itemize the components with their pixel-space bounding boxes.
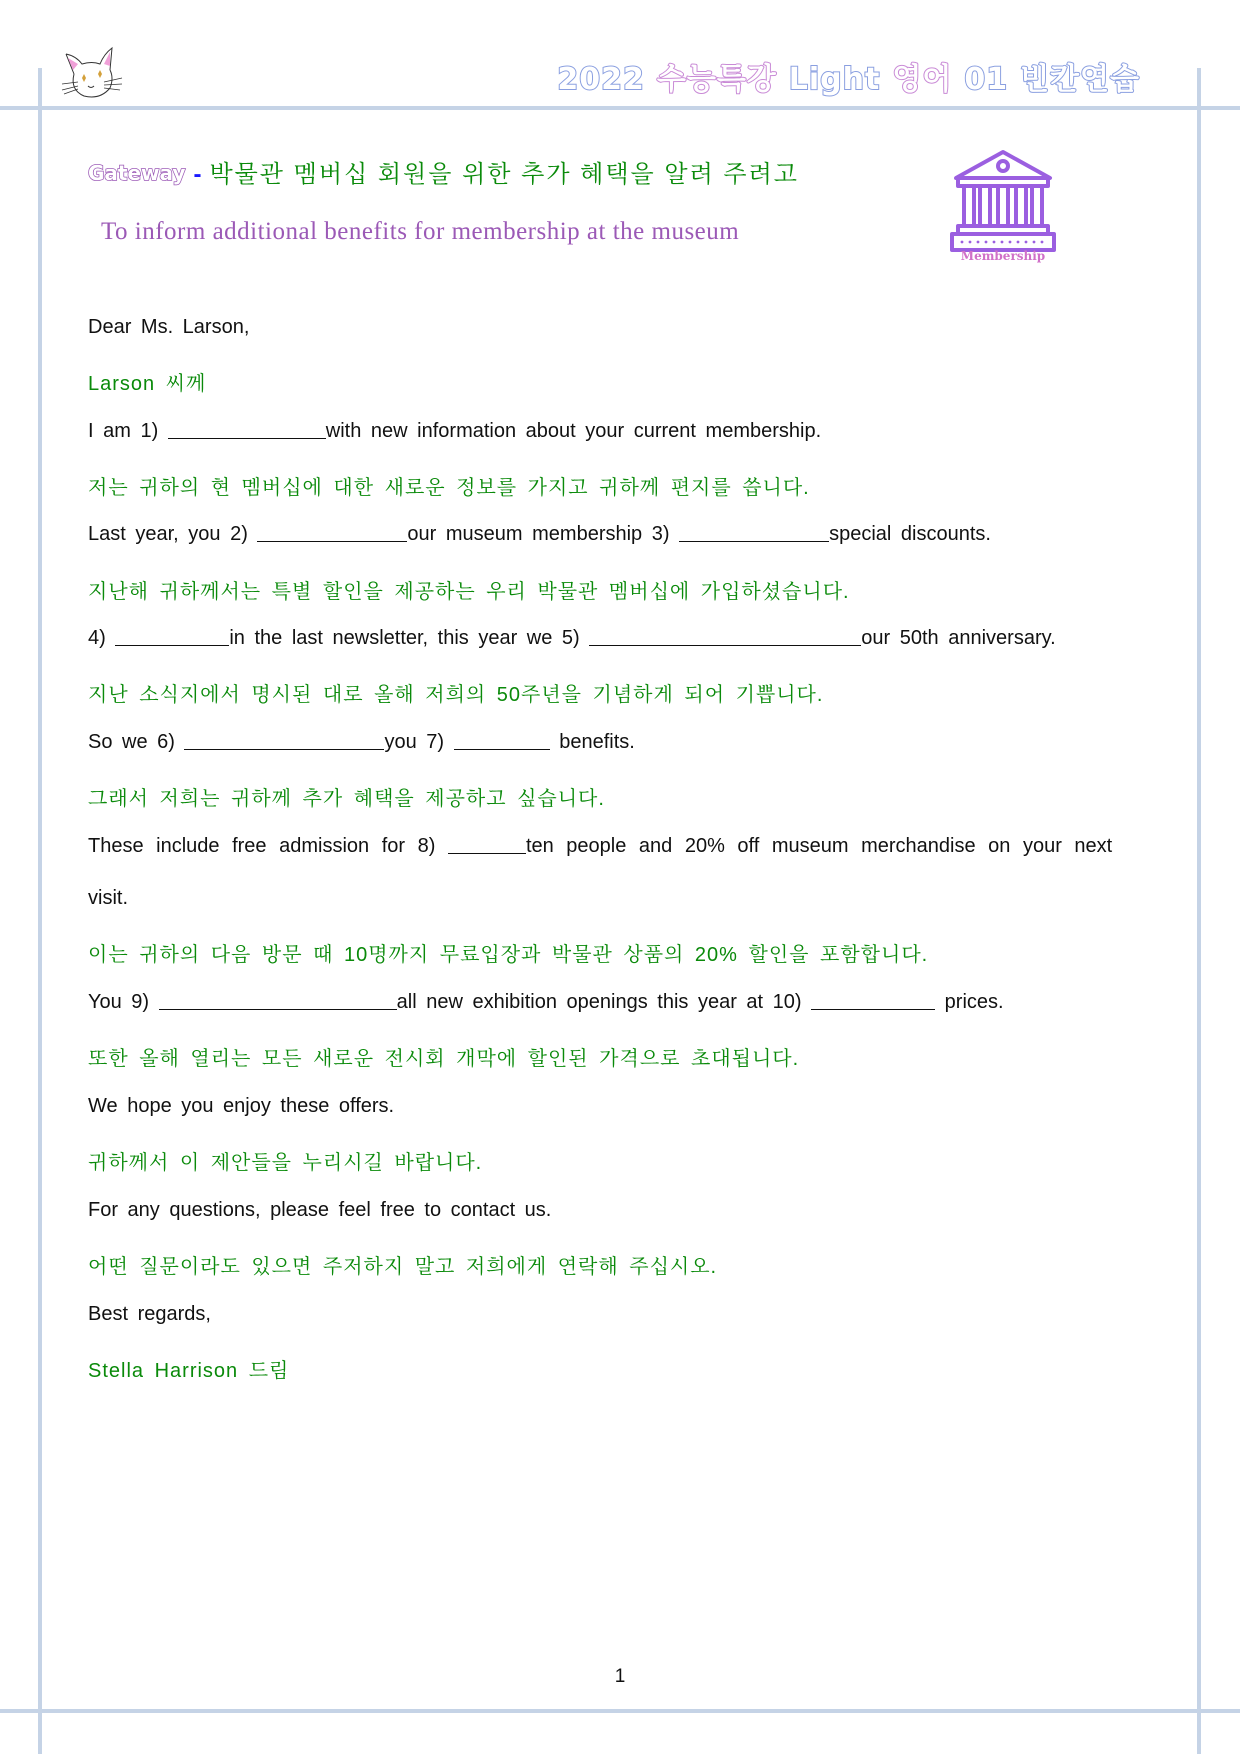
- sentence-8-ko: 어떤 질문이라도 있으면 주저하지 말고 저희에게 연락해 주십시오.: [88, 1256, 718, 1278]
- sentence-6-ko: 또한 올해 열리는 모든 새로운 전시회 개막에 할인된 가격으로 초대됩니다.: [88, 1048, 800, 1070]
- english-title: To inform additional benefits for membership at the museum: [101, 218, 740, 245]
- sentence-3: [88, 627, 1056, 650]
- gateway-heading: [88, 154, 799, 189]
- sentence-4-ko: 그래서 저희는 귀하께 추가 혜택을 제공하고 싶습니다.: [88, 788, 605, 810]
- blank-8[interactable]: [448, 835, 526, 854]
- title-book: 수능특강: [656, 62, 777, 97]
- blank-10[interactable]: [811, 991, 935, 1010]
- blank-7[interactable]: [454, 731, 550, 750]
- sentence-5-part-a: These include free admission for 8): [88, 835, 448, 857]
- closing-ko: Stella Harrison 드림: [88, 1360, 290, 1382]
- title-type: 빈칸연습: [1020, 62, 1140, 97]
- blank-1[interactable]: [168, 420, 326, 439]
- title-unit: 01: [964, 62, 1009, 97]
- sentence-6-part-a: You 9): [88, 991, 159, 1013]
- sentence-5: [88, 835, 1112, 858]
- sentence-6: [88, 991, 1004, 1014]
- sentence-2-part-a: Last year, you 2): [88, 523, 258, 545]
- greeting-en: Dear Ms. Larson,: [88, 316, 250, 338]
- title-dash: -: [193, 161, 202, 188]
- sentence-5-ko: 이는 귀하의 다음 방문 때 10명까지 무료입장과 박물관 상품의 20% 할인을 포함합니다.: [88, 944, 929, 966]
- blank-4[interactable]: [115, 627, 229, 646]
- sentence-4: [88, 731, 635, 754]
- worksheet-title: [557, 54, 1152, 98]
- sentence-3-part-b: in the last newsletter, this year we 5): [229, 627, 590, 649]
- title-year: 2022: [557, 62, 645, 97]
- sentence-2: [88, 523, 991, 546]
- korean-title: 박물관 멤버십 회원을 위한 추가 혜택을 알려 주려고: [209, 161, 799, 188]
- sentence-4-part-b: you 7): [384, 731, 454, 753]
- sentence-3-ko: 지난 소식지에서 명시된 대로 올해 저희의 50주년을 기념하게 되어 기쁩니다.: [88, 684, 824, 706]
- blank-3[interactable]: [679, 523, 829, 542]
- sentence-8: For any questions, please feel free to contact us.: [88, 1199, 552, 1221]
- sentence-2-ko: 지난해 귀하께서는 특별 할인을 제공하는 우리 박물관 멤버십에 가입하셨습니다.: [88, 581, 850, 603]
- sentence-6-part-c: prices.: [935, 991, 1004, 1013]
- sentence-5-continued: visit.: [88, 887, 128, 909]
- cat-face-icon: [60, 44, 124, 102]
- sentence-2-part-c: special discounts.: [829, 523, 991, 545]
- closing-en: Best regards,: [88, 1303, 211, 1325]
- sentence-5-part-b: ten people and 20% off museum merchandise on your next: [525, 835, 1113, 857]
- sentence-3-part-c: our 50th anniversary.: [861, 627, 1056, 649]
- title-subject: 영어: [892, 62, 953, 97]
- gateway-tag: Gateway: [88, 161, 186, 185]
- blank-5[interactable]: [589, 627, 861, 646]
- sentence-1-part-b: with new information about your current membership.: [325, 420, 822, 442]
- frame-right-line: [1197, 68, 1201, 1754]
- frame-top-line: [0, 106, 1240, 110]
- sentence-4-part-c: benefits.: [549, 731, 635, 753]
- sentence-7: We hope you enjoy these offers.: [88, 1095, 395, 1117]
- sentence-6-part-b: all new exhibition openings this year at 10): [396, 991, 812, 1013]
- sentence-7-ko: 귀하께서 이 제안들을 누리시길 바랍니다.: [88, 1152, 483, 1174]
- sentence-1: [88, 420, 821, 443]
- blank-6[interactable]: [184, 731, 384, 750]
- sentence-1-ko: 저는 귀하의 현 멤버십에 대한 새로운 정보를 가지고 귀하께 편지를 씁니다.: [88, 477, 810, 499]
- page-number: 1: [614, 1666, 626, 1687]
- frame-bottom-line: [0, 1709, 1240, 1713]
- membership-label: Membership: [960, 249, 1046, 263]
- blank-9[interactable]: [159, 991, 397, 1010]
- frame-left-line: [38, 68, 42, 1754]
- sentence-1-part-a: I am 1): [88, 420, 168, 442]
- title-level: Light: [788, 62, 881, 97]
- museum-building-icon: [948, 144, 1058, 264]
- sentence-3-part-a: 4): [88, 627, 116, 649]
- blank-2[interactable]: [257, 523, 407, 542]
- greeting-ko: Larson 씨께: [88, 373, 207, 395]
- sentence-4-part-a: So we 6): [88, 731, 185, 753]
- sentence-2-part-b: our museum membership 3): [407, 523, 680, 545]
